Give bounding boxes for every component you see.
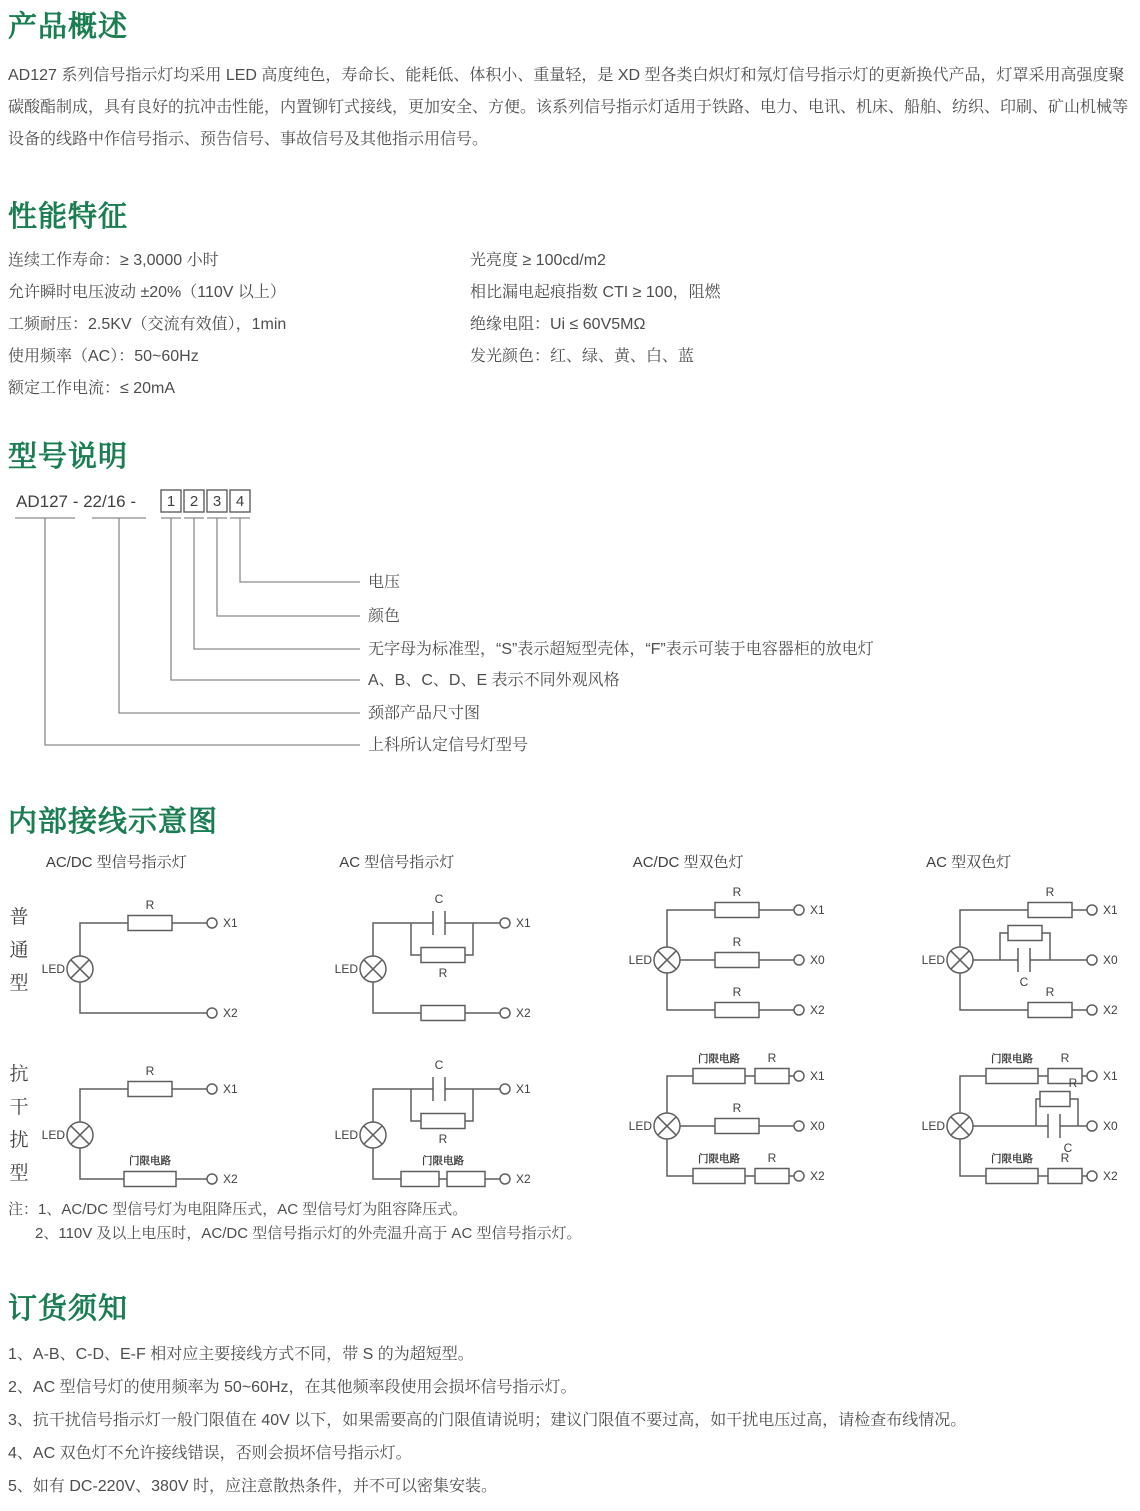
- wiring-grid: [8, 851, 1132, 1201]
- resistor-bridge: [1008, 926, 1042, 941]
- terminal-x0: [794, 955, 804, 965]
- terminal-x2: [794, 1005, 804, 1015]
- terminal-x2: [500, 1008, 510, 1018]
- terminal-x2-label: X2: [222, 1172, 238, 1186]
- resistor-label: R: [438, 1132, 448, 1146]
- diagram-acdc-signal-normal: [40, 885, 250, 1035]
- overview-body: AD127 系列信号指示灯均采用 LED 高度纯色，寿命长、能耗低、体积小、重量轻，是 XD 型各类白炽灯和氖灯信号指示灯的更新换代产品，灯罩采用高强度聚碳酸酯制成，具有良好的抗冲击性能，内置铆钉式接线，更加安全、方便。该系列信号指示灯适用于铁路、电力、电讯、机床、船舶、纺织、印刷、矿山机械等设备的线路中作信号指示、预告信号、事故信号及其他指示用信号。: [8, 67, 1129, 148]
- diagram-title: AC/DC 型双色灯: [632, 854, 744, 871]
- terminal-x2-label: X2: [516, 1006, 531, 1020]
- led-label: LED: [334, 1128, 359, 1142]
- feature-item: 发光颜色：红、绿、黄、白、蓝: [470, 348, 695, 365]
- note-line-1: [8, 1198, 1132, 1222]
- feature-item: 光亮度 ≥ 100cd/m2: [470, 252, 606, 269]
- diagram-ac-bicolor-anti: [920, 1051, 1130, 1201]
- gate-circuit-label: 门限电路: [697, 1153, 740, 1165]
- terminal-x2-label: X2: [809, 1169, 825, 1183]
- overview-section: [8, 10, 1132, 156]
- resistor: [1048, 1169, 1082, 1184]
- row-labels-column: [8, 851, 40, 1190]
- led-symbol: [947, 1113, 973, 1139]
- terminal-x1-label: X1: [1103, 903, 1118, 917]
- terminal-x0: [1087, 955, 1097, 965]
- callout-neck-size: 颈部产品尺寸图: [368, 705, 481, 722]
- model-code-diagram: [8, 482, 1132, 782]
- callout-lines: [45, 518, 360, 745]
- resistor-label: R: [1045, 985, 1055, 999]
- resistor-label: R: [145, 1064, 155, 1078]
- wiring-column-ac-signal: [333, 851, 626, 1201]
- terminal-x1-label: X1: [809, 903, 825, 917]
- resistor: [421, 948, 465, 963]
- terminal-x2: [207, 1174, 217, 1184]
- led-label: LED: [628, 953, 652, 967]
- led-symbol: [947, 947, 973, 973]
- ordering-item: 1、A-B、C-D、E-F 相对应主要接线方式不同，带 S 的为超短型。: [8, 1346, 474, 1363]
- digit-1: 1: [166, 493, 176, 510]
- terminal-x1: [207, 1084, 217, 1094]
- gate-circuit-label: 门限电路: [422, 1155, 465, 1167]
- feature-item: 绝缘电阻：Ui ≤ 60V5MΩ: [470, 316, 646, 333]
- terminal-x0-label: X0: [1103, 1119, 1118, 1133]
- led-symbol: [654, 947, 680, 973]
- terminal-x2: [500, 1174, 510, 1184]
- diagram-title: AC/DC 型信号指示灯: [45, 854, 187, 871]
- feature-item: 相比漏电起痕指数 CTI ≥ 100，阻燃: [470, 284, 721, 301]
- resistor: [755, 1069, 789, 1084]
- wiring-column-ac-bicolor: [920, 851, 1132, 1201]
- terminal-x1-label: X1: [222, 916, 238, 930]
- model-title: 型号说明: [8, 441, 129, 473]
- resistor-label: R: [732, 1101, 742, 1115]
- callout-voltage: 电压: [368, 574, 401, 591]
- terminal-x0-label: X0: [809, 953, 825, 967]
- terminal-x0-label: X0: [1103, 953, 1118, 967]
- resistor-label: R: [1068, 1076, 1078, 1090]
- terminal-x2: [794, 1171, 804, 1181]
- terminal-x1: [500, 918, 510, 928]
- resistor: [715, 1119, 759, 1134]
- terminal-x2-label: X2: [1103, 1003, 1118, 1017]
- led-label: LED: [921, 1119, 946, 1133]
- terminal-x0: [1087, 1121, 1097, 1131]
- feature-item: 允许瞬时电压波动 ±20%（110V 以上）: [8, 284, 286, 301]
- ordering-title: 订货须知: [8, 1293, 129, 1325]
- ordering-item: 2、AC 型信号灯的使用频率为 50~60Hz，在其他频率段使用会损坏信号指示灯。: [8, 1379, 577, 1396]
- digit-3: 3: [212, 493, 222, 510]
- resistor-label: R: [1060, 1051, 1070, 1065]
- note-prefix: 注：: [8, 1201, 39, 1218]
- digit-2: 2: [189, 493, 199, 510]
- model-code: AD127 - 22/16 -: [16, 492, 137, 511]
- terminal-x1: [794, 905, 804, 915]
- ordering-item: 5、如有 DC-220V、380V 时，应注意散热条件，并不可以密集安装。: [8, 1478, 497, 1495]
- resistor-label: R: [438, 966, 448, 980]
- terminal-x1-label: X1: [1103, 1069, 1118, 1083]
- digit-4: 4: [235, 493, 245, 510]
- terminal-x1: [794, 1071, 804, 1081]
- ordering-items: [8, 1346, 1132, 1495]
- terminal-x2-label: X2: [809, 1003, 825, 1017]
- gate-circuit: [447, 1172, 485, 1187]
- gate-circuit: [986, 1169, 1038, 1184]
- terminal-x2: [1087, 1005, 1097, 1015]
- terminal-x1-label: X1: [516, 1082, 531, 1096]
- terminal-x2-label: X2: [222, 1006, 238, 1020]
- row-label-anti-interference: 抗干扰型: [9, 1064, 29, 1184]
- led-symbol: [360, 1122, 386, 1148]
- features-right-column: [470, 252, 1132, 412]
- diagram-title: AC 型双色灯: [926, 854, 1012, 871]
- led-label: LED: [334, 962, 359, 976]
- terminal-x1: [207, 918, 217, 928]
- callout-color: 颜色: [368, 608, 401, 625]
- resistor-label: R: [767, 1151, 777, 1165]
- led-symbol: [67, 1122, 93, 1148]
- feature-item: 连续工作寿命：≥ 3,0000 小时: [8, 252, 219, 269]
- resistor-label: R: [767, 1051, 777, 1065]
- terminal-x1-label: X1: [809, 1069, 825, 1083]
- resistor-bottom: [421, 1006, 465, 1021]
- wiring-section: [8, 805, 1132, 1201]
- note-text: 1、AC/DC 型信号灯为电阻降压式，AC 型信号灯为阻容降压式。: [38, 1201, 468, 1218]
- gate-circuit-label: 门限电路: [128, 1155, 171, 1167]
- features-title: 性能特征: [8, 201, 129, 233]
- overview-title: 产品概述: [8, 11, 129, 43]
- diagram-title: AC 型信号指示灯: [339, 854, 455, 871]
- gate-circuit: [693, 1069, 745, 1084]
- diagram-acdc-bicolor-anti: [627, 1051, 837, 1201]
- gate-circuit: [986, 1069, 1038, 1084]
- resistor-label: R: [1045, 885, 1055, 899]
- callout-style: A、B、C、D、E 表示不同外观风格: [368, 672, 620, 689]
- gate-circuit: [693, 1169, 745, 1184]
- diagram-acdc-signal-anti: [40, 1051, 250, 1201]
- resistor: [715, 903, 759, 918]
- resistor-label: R: [732, 885, 742, 899]
- terminal-x1: [1087, 1071, 1097, 1081]
- led-symbol: [67, 956, 93, 982]
- resistor-label: R: [145, 898, 155, 912]
- resistor-label: R: [1060, 1151, 1070, 1165]
- resistor: [128, 1082, 172, 1097]
- terminal-x0-label: X0: [809, 1119, 825, 1133]
- wiring-column-acdc-bicolor: [627, 851, 920, 1201]
- diagram-ac-signal-normal: [333, 885, 543, 1035]
- terminal-x1: [1087, 905, 1097, 915]
- capacitor-label: C: [434, 892, 444, 906]
- note-line-2: [8, 1222, 1132, 1246]
- capacitor-label: C: [1019, 975, 1029, 989]
- note-text: 2、110V 及以上电压时，AC/DC 型信号指示灯的外壳温升高于 AC 型信号指示灯。: [35, 1225, 582, 1242]
- led-label: LED: [41, 1128, 65, 1142]
- features-section: [8, 200, 1132, 412]
- terminal-x2: [1087, 1171, 1097, 1181]
- led-symbol: [654, 1113, 680, 1139]
- led-label: LED: [41, 962, 65, 976]
- ordering-item: 4、AC 双色灯不允许接线错误，否则会损坏信号指示灯。: [8, 1445, 412, 1462]
- terminal-x2-label: X2: [516, 1172, 531, 1186]
- terminal-x0: [794, 1121, 804, 1131]
- gate-circuit-label: 门限电路: [697, 1053, 740, 1065]
- wiring-title: 内部接线示意图: [8, 806, 219, 838]
- terminal-x1: [500, 1084, 510, 1094]
- diagram-ac-signal-anti: [333, 1051, 543, 1201]
- ordering-item: 3、抗干扰信号指示灯一般门限值在 40V 以下，如果需要高的门限值请说明；建议门限值不要过高，如干扰电压过高，请检查布线情况。: [8, 1412, 967, 1429]
- capacitor-label: C: [1063, 1141, 1073, 1155]
- resistor: [715, 953, 759, 968]
- feature-item: 工频耐压：2.5KV（交流有效值），1min: [8, 316, 287, 333]
- led-label: LED: [921, 953, 946, 967]
- diagram-ac-bicolor-normal: [920, 885, 1130, 1035]
- gate-circuit: [124, 1172, 176, 1187]
- resistor: [421, 1114, 465, 1129]
- terminal-x1-label: X1: [222, 1082, 238, 1096]
- resistor: [755, 1169, 789, 1184]
- gate-circuit: [401, 1172, 439, 1187]
- gate-circuit-label: 门限电路: [991, 1153, 1034, 1165]
- features-columns: [8, 252, 1132, 412]
- terminal-x1-label: X1: [516, 916, 531, 930]
- feature-item: 额定工作电流：≤ 20mA: [8, 380, 176, 397]
- features-left-column: [8, 252, 470, 412]
- model-section: [8, 440, 1132, 782]
- resistor-label: R: [732, 985, 742, 999]
- resistor: [1028, 903, 1072, 918]
- wiring-column-acdc-signal: [40, 851, 333, 1201]
- terminal-x2: [207, 1008, 217, 1018]
- resistor: [1028, 1003, 1072, 1018]
- callout-shell-type: 无字母为标准型，“S”表示超短型壳体，“F”表示可装于电容器柜的放电灯: [368, 641, 874, 658]
- resistor-bridge: [1040, 1092, 1070, 1107]
- led-label: LED: [628, 1119, 652, 1133]
- led-symbol: [360, 956, 386, 982]
- resistor: [128, 916, 172, 931]
- gate-circuit-label: 门限电路: [991, 1053, 1034, 1065]
- wiring-notes: [8, 1198, 1132, 1246]
- wires: [80, 923, 207, 1013]
- capacitor-label: C: [434, 1058, 444, 1072]
- resistor: [715, 1003, 759, 1018]
- resistor-label: R: [732, 935, 742, 949]
- diagram-acdc-bicolor-normal: [627, 885, 837, 1035]
- feature-item: 使用频率（AC）：50~60Hz: [8, 348, 199, 365]
- row-label-normal: 普通型: [9, 907, 29, 994]
- ordering-section: [8, 1292, 1132, 1511]
- callout-model-name: 上科所认定信号灯型号: [368, 737, 529, 754]
- terminal-x2-label: X2: [1103, 1169, 1118, 1183]
